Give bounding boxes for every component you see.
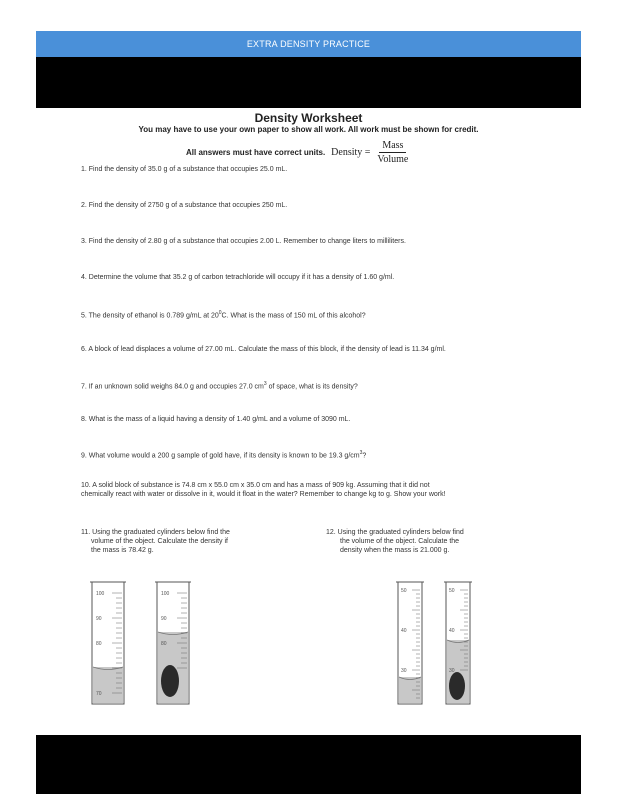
scale-label: 80 [96,641,102,647]
scale-label: 50 [401,588,407,594]
worksheet-instructions: You may have to use your own paper to show all work. All work must be shown for credit. [138,125,479,134]
graduated-cylinder-q12-a [393,578,427,708]
question-2: 2. Find the density of 2750 g of a substance that occupies 250 mL. [81,202,288,209]
question-12: 12. Using the graduated cylinders below find the volume of the object. Calculate the density when the mass is 21.000 g. [326,529,464,554]
scale-label: 80 [161,641,167,647]
scale-label: 30 [401,668,407,674]
question-3: 3. Find the density of 2.80 g of a substance that occupies 2.00 L. Remember to change liters to milliliters. [81,238,406,245]
scale-label: 90 [96,616,102,622]
question-1: 1. Find the density of 35.0 g of a substance that occupies 25.0 mL. [81,166,288,173]
question-10-line-1: 10. A solid block of substance is 74.8 cm x 55.0 cm x 35.0 cm and has a mass of 909 kg. Assuming that it did not [81,482,430,489]
question-9: 9. What volume would a 200 g sample of gold have, if its density is known to be 19.3 $g/cm^3$? [81,450,367,460]
question-11: 11. Using the graduated cylinders below find the volume of the object. Calculate the density if the mass is 78.42 g. [81,529,230,554]
scale-label: 40 [449,628,455,634]
question-7: 7. If an unknown solid weighs 84.0 g and occupies 27.0 $cm^3$ of space, what is its density? [81,381,358,391]
slide-frame [36,31,581,794]
graduated-cylinder-q11-b [151,578,195,708]
worksheet-page [36,108,581,735]
scale-label: 100 [161,591,170,597]
scale-label: 50 [449,588,455,594]
banner-title: EXTRA DENSITY PRACTICE [246,39,371,49]
scale-label: 90 [161,616,167,622]
graduated-cylinder-q11-a [86,578,130,708]
units-note: All answers must have correct units. [186,147,326,157]
units-note-line [186,138,486,166]
scale-label: 40 [401,628,407,634]
question-5: 5. The density of ethanol is 0.789 g/mL at $20^0C$. What is the mass of 150 mL of this alcohol? [81,310,366,320]
formula-lhs: Density = [331,146,371,158]
formula-numerator: Mass [379,140,406,153]
liquid-fill [93,667,123,703]
question-4: 4. Determine the volume that 35.2 g of carbon tetrachloride will occupy if it has a density of 1.60 g/ml. [81,274,395,281]
question-6: 6. A block of lead displaces a volume of 27.00 mL. Calculate the mass of this block, if the density of lead is 11.34 g/ml. [81,346,446,353]
graduated-cylinder-q12-b [441,578,475,708]
density-formula [331,140,411,165]
submerged-object [449,672,465,700]
submerged-object [161,665,179,697]
question-10 [81,481,556,499]
worksheet-title: Density Worksheet [254,111,363,125]
scale-label: 100 [96,591,105,597]
question-8: 8. What is the mass of a liquid having a density of 1.40 g/mL and a volume of 3090 mL. [81,416,351,423]
scale-label: 70 [96,691,102,697]
scale-label: 30 [449,668,455,674]
formula-denominator: Volume [377,153,409,165]
question-10-line-2: chemically react with water or dissolve in it, would it float in the water? Remember to change kg to g. Show your work! [81,491,446,498]
formula-fraction [374,140,411,165]
banner [36,31,581,57]
